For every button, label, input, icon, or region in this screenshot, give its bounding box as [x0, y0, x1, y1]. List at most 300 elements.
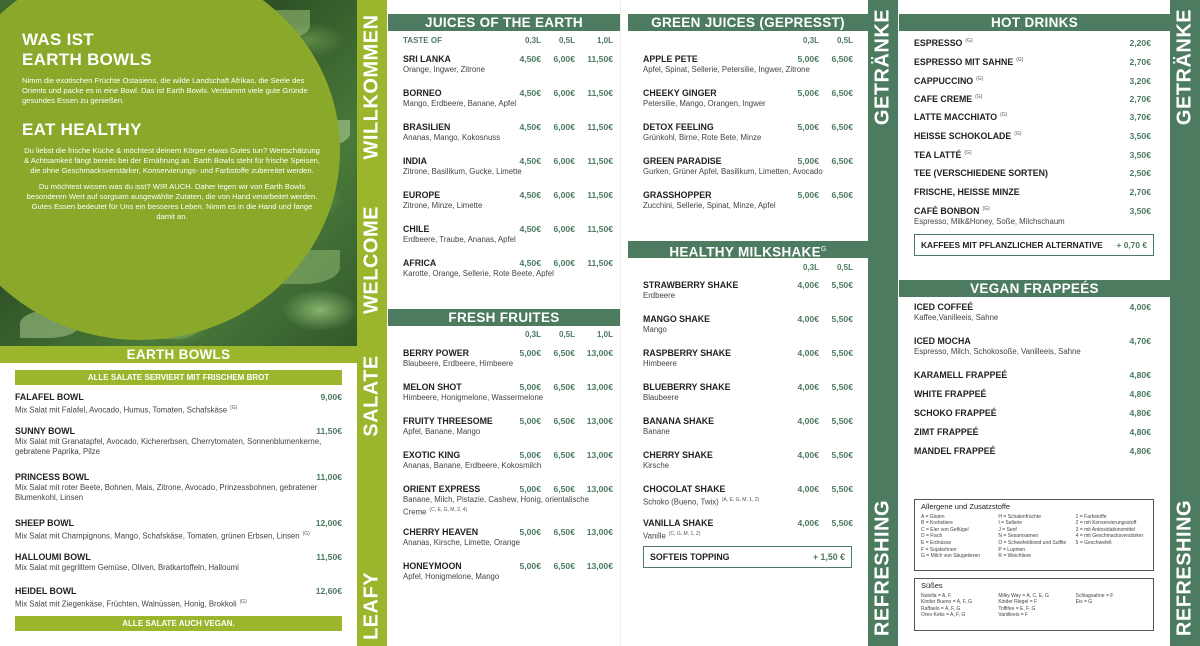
fruit-item-name-text: MELON SHOT	[403, 382, 462, 392]
frappe-item-line	[914, 445, 1151, 457]
green-juice-item-desc-text: Apfel, Spinat, Sellerie, Petersilie, Ingwer, Zitrone	[643, 65, 810, 74]
milkshake-item-desc-text: Blaubeere	[643, 393, 679, 402]
sweets-legend	[914, 578, 1154, 631]
band-refreshing-2-text: REFRESHING	[1173, 499, 1196, 636]
milkshake-item-line	[643, 517, 853, 529]
fruit-item-price: 13,00€	[586, 484, 613, 494]
fruit-item-line	[403, 381, 613, 393]
green-juice-item-price: 5,00€	[797, 156, 819, 166]
fruit-item-price: 13,00€	[586, 416, 613, 426]
bowl-item	[15, 585, 342, 610]
frappe-item-price: 4,80€	[1129, 446, 1151, 456]
fruit-item-allergen: (C, E, G, M, 2, 4)	[429, 507, 468, 513]
milkshake-title	[628, 241, 868, 258]
milkshake-item-desc	[643, 291, 853, 301]
milkshake-item	[643, 381, 853, 403]
milkshake-item-name	[643, 314, 777, 324]
bowl-item-desc	[15, 529, 342, 542]
hot-drink-item-name	[914, 57, 1091, 67]
allergen-entry: 1 = Farbstoffe	[1075, 513, 1107, 520]
juice-item-name-text: CHILE	[403, 224, 430, 234]
fruit-item-name-text: EXOTIC KING	[403, 450, 461, 460]
juice-item	[403, 257, 613, 279]
juice-item-line	[403, 155, 613, 167]
juice-item-price: 4,50€	[519, 122, 541, 132]
green-juice-item-price: 5,00€	[797, 190, 819, 200]
green-juice-item-line	[643, 155, 853, 167]
hot-drink-item-allergen: (G)	[982, 206, 990, 213]
green-juice-item-desc	[643, 65, 853, 75]
hot-drink-item-name-text: HEISSE SCHOKOLADE	[914, 131, 1012, 141]
bowl-item-name	[15, 552, 282, 562]
bowl-item-name	[15, 586, 282, 596]
hot-drink-item-name-text: TEA LATTÉ	[914, 150, 962, 160]
milkshake-title-sup: G	[820, 246, 827, 253]
fruit-item-desc	[403, 359, 613, 369]
fruit-item-desc-text: Himbeere, Honigmelone, Wassermelone	[403, 393, 544, 402]
fruits-header-size-3: 1,0L	[596, 329, 613, 339]
band-refreshing-1	[868, 210, 898, 646]
green-juice-item-name	[643, 88, 777, 98]
band-salate-text: SALATE	[360, 355, 383, 437]
juice-item-price: 6,00€	[553, 122, 575, 132]
hot-drink-item-allergen: (G)	[964, 150, 972, 157]
milkshake-item-desc-text: Mango	[643, 325, 667, 334]
bowl-item-price: 9,00€	[320, 392, 342, 402]
hot-drink-item-allergen: (G)	[1016, 57, 1024, 64]
bowl-item-desc	[15, 563, 342, 573]
allergen-entry: C = Eier von Geflügel	[921, 526, 969, 533]
frappe-item-name-text: ICED MOCHA	[914, 336, 971, 346]
milkshake-item-allergen: (C, G, M, 1, 2)	[668, 531, 701, 537]
juice-item-price: 11,50€	[587, 190, 613, 200]
allergen-entry: J = Senf	[998, 526, 1017, 533]
sweets-entry: Schlagsahne = F	[1075, 592, 1114, 599]
hot-drink-item-line	[914, 167, 1151, 179]
fruits-header-size-2: 0,5L	[558, 329, 575, 339]
juice-item	[403, 189, 613, 211]
fruit-item-price: 5,00€	[519, 348, 541, 358]
bowl-item-name	[15, 518, 282, 528]
hot-drink-item	[914, 149, 1151, 161]
allergen-column-1	[921, 514, 992, 560]
juice-item-price: 4,50€	[519, 258, 541, 268]
milkshake-item-price: 4,00€	[797, 348, 819, 358]
fruit-item-name	[403, 527, 499, 537]
hot-drink-item-name-text: FRISCHE, HEISSE MINZE	[914, 187, 1020, 197]
frappe-item-line	[914, 335, 1151, 347]
fruit-item-desc	[403, 461, 613, 471]
sweets-entry: Kinder Bueno = A, F, G	[921, 599, 973, 606]
allergen-entry: B = Krebstiere	[921, 520, 953, 527]
green-juice-item-line	[643, 53, 853, 65]
juice-item-name-text: AFRICA	[403, 258, 437, 268]
juice-item	[403, 87, 613, 109]
hot-drink-item-name-text: CAFÉ BONBON	[914, 206, 980, 216]
juice-item-price: 6,00€	[553, 190, 575, 200]
frappe-item-desc-text: Kaffee,Vanilleeis, Sahne	[914, 313, 999, 322]
milkshake-item-price: 5,50€	[831, 348, 853, 358]
hot-drink-item-name-text: LATTE MACCHIATO	[914, 112, 998, 122]
milkshake-item-desc	[643, 359, 853, 369]
sweets-entry: Raffaelo = A, F, G	[921, 605, 961, 612]
juice-item-desc	[403, 269, 613, 279]
green-juice-item-name-text: GREEN PARADISE	[643, 156, 722, 166]
green-juice-item	[643, 87, 853, 109]
frappe-item-name	[914, 446, 1091, 456]
green-juice-item-desc-text: Gurken, Grüner Apfel, Basilikum, Limetten, Avocado	[643, 167, 823, 176]
milkshake-item-line	[643, 279, 853, 291]
allergen-entry: G = Milch von Säugetieren	[921, 553, 981, 560]
milkshake-item	[643, 483, 853, 508]
bowl-item-name-text: FALAFEL BOWL	[15, 392, 84, 402]
hot-drink-item-line	[914, 149, 1151, 161]
band-welcome-text: WELCOME	[360, 205, 383, 314]
green-header	[643, 34, 853, 46]
hot-drink-item	[914, 186, 1151, 198]
green-juice-item-desc	[643, 133, 853, 143]
hot-drink-item-allergen: (G)	[976, 76, 984, 83]
green-juice-item-price: 6,50€	[831, 122, 853, 132]
milkshake-item	[643, 313, 853, 335]
bowls-title: EARTH BOWLS	[0, 346, 357, 363]
bowl-item-allergen: (G)	[230, 405, 238, 411]
juice-item-price: 4,50€	[519, 224, 541, 234]
sweets-column-3	[1076, 593, 1147, 619]
intro-title-1: WAS IST	[22, 30, 94, 49]
green-juice-item-desc	[643, 167, 853, 177]
frappe-item-name	[914, 370, 1091, 380]
frappe-item-desc	[914, 347, 1151, 357]
fruit-item-line	[403, 483, 613, 495]
frappe-item-name-text: WHITE FRAPPEÉ	[914, 389, 987, 399]
bowl-item-desc	[15, 403, 342, 416]
juices-header-label: TASTE OF	[403, 35, 442, 45]
milkshake-item-desc	[643, 461, 853, 471]
frappe-item	[914, 369, 1151, 381]
milkshake-item-price: 4,00€	[797, 450, 819, 460]
fruit-item-name-text: CHERRY HEAVEN	[403, 527, 479, 537]
fruit-item-desc-text: Ananas, Kirsche, Limette, Orange	[403, 538, 521, 547]
milkshake-item-line	[643, 483, 853, 495]
allergen-column-3	[1076, 514, 1147, 560]
frappe-item-name	[914, 427, 1091, 437]
band-willkommen-text: WILLKOMMEN	[360, 14, 383, 159]
hot-drink-item-line	[914, 205, 1151, 217]
hot-drink-item-line	[914, 111, 1151, 123]
hot-drink-item-line	[914, 37, 1151, 49]
fruit-item-desc	[403, 427, 613, 437]
milkshake-item-name	[643, 382, 777, 392]
green-juice-item-name-text: DETOX FEELING	[643, 122, 714, 132]
fruit-item-price: 6,50€	[553, 382, 575, 392]
green-juice-item-line	[643, 189, 853, 201]
fruit-item-name	[403, 348, 499, 358]
hot-drink-item-price: 3,70€	[1129, 112, 1151, 122]
juice-item-desc-text: Erdbeere, Traube, Ananas, Apfel	[403, 235, 516, 244]
green-juice-item-line	[643, 87, 853, 99]
fruit-item-desc	[403, 538, 613, 548]
bowls-menu	[15, 391, 342, 616]
hot-title: HOT DRINKS	[899, 14, 1170, 31]
fruit-item-desc	[403, 393, 613, 403]
green-juice-item-name	[643, 54, 777, 64]
sweets-entry: Oreo Keks = A, F, G	[921, 612, 966, 619]
bowl-item-line	[15, 517, 342, 529]
hot-drink-item-name	[914, 94, 1091, 104]
hot-drink-item-allergen: (G)	[1000, 112, 1008, 119]
allergen-entry: A = Gluten	[921, 513, 945, 520]
band-salate	[357, 346, 387, 446]
fruit-item-price: 6,50€	[553, 527, 575, 537]
band-leafy	[357, 446, 387, 646]
frappe-item	[914, 426, 1151, 438]
juice-item	[403, 155, 613, 177]
milkshake-item-price: 5,50€	[831, 280, 853, 290]
plant-alternative-box	[914, 234, 1154, 256]
fruit-item-line	[403, 347, 613, 359]
milkshake-item	[643, 347, 853, 369]
sweets-entry: Kinder Riegel = F	[998, 599, 1038, 606]
hot-drink-item-line	[914, 56, 1151, 68]
juice-item-desc	[403, 65, 613, 75]
hot-drink-item	[914, 56, 1151, 68]
hot-drink-item	[914, 75, 1151, 87]
sweets-title: Süßes	[921, 581, 943, 590]
hot-drink-item	[914, 111, 1151, 123]
bowl-item-name-text: HEIDEL BOWL	[15, 586, 77, 596]
juice-item-name	[403, 190, 499, 200]
fruit-item-price: 6,50€	[553, 416, 575, 426]
juices-title: JUICES OF THE EARTH	[388, 14, 620, 31]
hot-drink-item-name-text: CAPPUCCINO	[914, 76, 974, 86]
fruit-item-name	[403, 484, 499, 494]
bowl-item	[15, 425, 342, 457]
hot-drink-item	[914, 167, 1151, 179]
juice-item-desc-text: Zitrone, Basilikum, Gucke, Limette	[403, 167, 522, 176]
intro-text	[22, 30, 322, 222]
bowl-item-desc-text: Mix Salat mit Ziegenkäse, Früchten, Walnüssen, Honig, Brokkoli	[15, 599, 237, 609]
milkshake-header	[643, 261, 853, 273]
bowl-item-name-text: SUNNY BOWL	[15, 426, 75, 436]
milkshake-item-price: 5,50€	[831, 484, 853, 494]
fruit-item-name-text: ORIENT EXPRESS	[403, 484, 481, 494]
intro-paragraph-1: Nimm die exotischen Früchte Ostasiens, die wilde Landschaft Afrikas, die Seele des Orients und packe es in eine Bowl. Das ist Earth Bowls. Verdammt viele gute Gründe gesundes Essen zu genießen.	[22, 76, 308, 105]
juice-item-name-text: INDIA	[403, 156, 427, 166]
sweets-entry: Milky Way = A, C, E, G	[998, 592, 1049, 599]
plant-alternative-label: KAFFEES MIT PFLANZLICHER ALTERNATIVE	[921, 240, 1103, 250]
milkshake-item-name	[643, 280, 777, 290]
juice-item-price: 4,50€	[519, 156, 541, 166]
juice-item-price: 11,50€	[587, 88, 613, 98]
juices-header	[403, 34, 613, 46]
fruit-item-price: 13,00€	[586, 382, 613, 392]
juice-item	[403, 223, 613, 245]
hot-drink-item-name	[914, 76, 1091, 86]
juice-item-price: 6,00€	[553, 258, 575, 268]
bowl-item-allergen: (G)	[302, 531, 310, 537]
band-welcome	[357, 173, 387, 346]
hot-drink-item-allergen: (G)	[1014, 131, 1022, 138]
milkshake-item	[643, 517, 853, 542]
milkshake-item-name	[643, 450, 777, 460]
milkshake-item-price: 5,50€	[831, 314, 853, 324]
frappe-item-desc	[914, 313, 1151, 323]
bowl-item-line	[15, 391, 342, 403]
frappe-item-name	[914, 389, 1091, 399]
softeis-topping-price: + 1,50 €	[812, 552, 845, 562]
frappe-item	[914, 301, 1151, 323]
milkshake-item-name-text: BLUEBERRY SHAKE	[643, 382, 731, 392]
frappe-item-line	[914, 388, 1151, 400]
milkshake-item-line	[643, 347, 853, 359]
juice-item-name	[403, 258, 499, 268]
hot-drink-item-name	[914, 38, 1091, 48]
juice-item-line	[403, 121, 613, 133]
milkshake-item-allergen: (A, E, G, M, 1, 2)	[721, 497, 760, 503]
bowl-item-desc-text: Mix Salat mit Falafel, Avocado, Humus, Tomaten, Schafskäse	[15, 405, 228, 415]
frappe-item-price: 4,00€	[1129, 302, 1151, 312]
hot-menu	[914, 37, 1151, 232]
frappe-item-name-text: MANDEL FRAPPEÉ	[914, 446, 996, 456]
milkshake-item-desc-text: Vanille	[643, 531, 666, 541]
hot-drink-item-price: 2,20€	[1129, 38, 1151, 48]
fruit-item-name-text: HONEYMOON	[403, 561, 462, 571]
hot-drink-item-price: 3,20€	[1129, 76, 1151, 86]
bowl-item-desc	[15, 483, 342, 503]
frappe-item-line	[914, 301, 1151, 313]
frappe-item	[914, 388, 1151, 400]
fruit-item	[403, 560, 613, 582]
juice-item-price: 4,50€	[519, 54, 541, 64]
hot-drink-item-line	[914, 93, 1151, 105]
bowl-item-price: 12,00€	[315, 518, 342, 528]
juice-item-line	[403, 257, 613, 269]
intro-title-3: EAT HEALTHY	[22, 120, 142, 139]
juice-item	[403, 53, 613, 75]
allergen-entry: R = Weichtiere	[998, 553, 1032, 560]
juice-item-desc	[403, 99, 613, 109]
allergen-entry: N = Sesamsamen	[998, 533, 1039, 540]
milkshake-item-desc-text: Schoko (Bueno, Twix)	[643, 497, 719, 507]
bowl-item-line	[15, 551, 342, 563]
hot-drink-item-name-text: ESPRESSO MIT SAHNE	[914, 57, 1014, 67]
green-juice-item-desc	[643, 201, 853, 211]
frappe-item-line	[914, 369, 1151, 381]
bowls-bottom-bar: ALLE SALATE AUCH VEGAN.	[15, 616, 342, 631]
fruit-item-desc-text: Ananas, Banane, Erdbeere, Kokosmilch	[403, 461, 542, 470]
green-juice-item	[643, 189, 853, 211]
fruit-item-name	[403, 450, 499, 460]
green-juice-item-desc-text: Grünkohl, Birne, Rote Bete, Minze	[643, 133, 762, 142]
milkshake-item	[643, 415, 853, 437]
hot-drink-item-price: 3,50€	[1129, 150, 1151, 160]
bowl-item-price: 11,00€	[316, 472, 342, 482]
band-getraenke-2-text: GETRÄNKE	[1173, 9, 1196, 126]
bowl-item-name	[15, 392, 282, 402]
juice-item-desc	[403, 167, 613, 177]
green-juice-item-price: 6,50€	[831, 190, 853, 200]
fruit-item-line	[403, 449, 613, 461]
green-juice-item-desc	[643, 99, 853, 109]
milkshake-item-price: 4,00€	[797, 484, 819, 494]
bowl-item-line	[15, 585, 342, 597]
juice-item-name-text: BORNEO	[403, 88, 442, 98]
juices-header-size-1: 0,3L	[524, 35, 541, 45]
milkshake-item-line	[643, 415, 853, 427]
bowl-item-line	[15, 425, 342, 437]
juice-item-name-text: BRASILIEN	[403, 122, 451, 132]
frappe-item-name	[914, 408, 1091, 418]
hot-drink-item-price: 3,50€	[1129, 206, 1151, 216]
frappe-item-name-text: ICED COFFEÉ	[914, 302, 974, 312]
bowl-item	[15, 391, 342, 416]
juice-item-name	[403, 122, 499, 132]
juice-item-price: 11,50€	[587, 122, 613, 132]
juice-item	[403, 121, 613, 143]
band-getraenke-1	[868, 0, 898, 210]
milkshake-item-name	[643, 484, 777, 494]
fruit-item-desc-text: Apfel, Honigmelone, Mango	[403, 572, 500, 581]
milkshake-title-text: HEALTHY MILKSHAKE	[669, 244, 821, 260]
bowl-item-desc	[15, 437, 342, 457]
milkshake-item-desc-text: Banane	[643, 427, 670, 436]
juice-item-name-text: EUROPE	[403, 190, 441, 200]
bowl-item-price: 11,50€	[316, 426, 342, 436]
column-gap	[620, 0, 627, 646]
green-juice-item-name	[643, 156, 777, 166]
green-juice-item-line	[643, 121, 853, 133]
frappe-item-name	[914, 302, 1091, 312]
milkshake-item-desc-text: Himbeere	[643, 359, 677, 368]
fruits-header	[403, 328, 613, 340]
frappe-item-line	[914, 426, 1151, 438]
fruit-item-price: 13,00€	[586, 561, 613, 571]
juice-item-desc-text: Ananas, Mango, Kokosnuss	[403, 133, 501, 142]
hot-drink-item-line	[914, 75, 1151, 87]
juice-item-price: 11,50€	[587, 224, 613, 234]
green-juice-item-name	[643, 122, 777, 132]
hot-drink-item-desc	[914, 217, 1151, 227]
fruit-item-desc-text: Blaubeere, Erdbeere, Himbeere	[403, 359, 514, 368]
fruit-item-price: 6,50€	[553, 450, 575, 460]
juice-item-desc	[403, 235, 613, 245]
milkshake-item-price: 4,00€	[797, 416, 819, 426]
bowl-item	[15, 517, 342, 542]
fruit-item	[403, 415, 613, 437]
hot-drink-item-allergen: (G)	[965, 38, 973, 45]
bowls-top-bar: ALLE SALATE SERVIERT MIT FRISCHEM BROT	[15, 370, 342, 385]
juice-item-price: 6,00€	[553, 156, 575, 166]
sweets-column-1	[921, 593, 992, 619]
juice-item-price: 6,00€	[553, 224, 575, 234]
hot-drink-item	[914, 37, 1151, 49]
hot-drink-item-line	[914, 186, 1151, 198]
band-getraenke-2	[1170, 0, 1200, 210]
sweets-entry: Vanilleeis = F	[998, 612, 1029, 619]
fruit-item-price: 13,00€	[586, 348, 613, 358]
band-refreshing-1-text: REFRESHING	[871, 499, 894, 636]
frappe-item-price: 4,80€	[1129, 408, 1151, 418]
juice-item-price: 4,50€	[519, 88, 541, 98]
fruit-item-price: 5,00€	[519, 484, 541, 494]
fruit-item-line	[403, 526, 613, 538]
green-juice-item-price: 5,00€	[797, 122, 819, 132]
softeis-topping-box	[643, 546, 852, 568]
fruit-item-desc	[403, 495, 613, 518]
juices-header-size-3: 1,0L	[596, 35, 613, 45]
allergen-entry: I = Sellerie	[998, 520, 1023, 527]
